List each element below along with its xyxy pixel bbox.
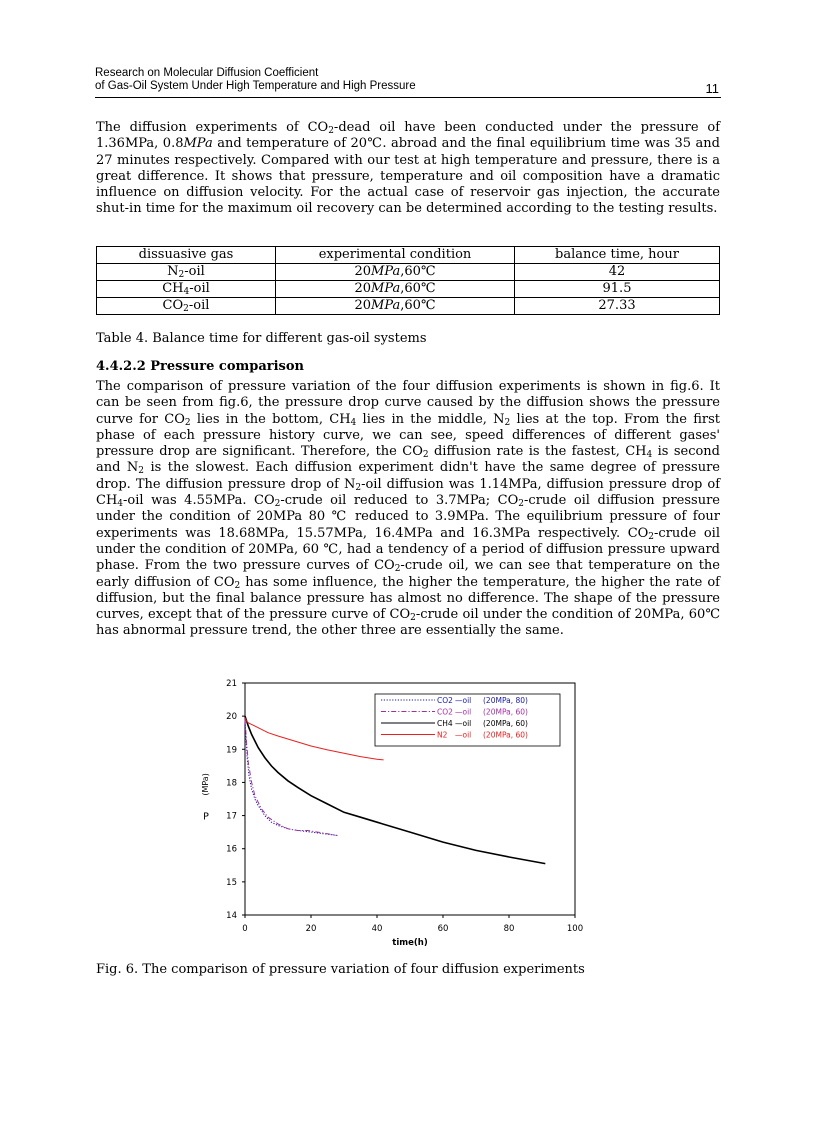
y-tick-label: 15	[226, 877, 237, 888]
header-title-line1: Research on Molecular Diffusion Coefficient	[95, 67, 319, 79]
table-cell-condition: 20MPa,60℃	[276, 298, 515, 315]
table-row	[97, 281, 720, 298]
table-cell-gas: $N_2$-oil	[97, 264, 276, 281]
x-tick-label: 80	[503, 924, 515, 934]
unit-italic: MPa	[183, 136, 213, 152]
legend-label: —oil	[455, 719, 472, 728]
page-number: 11	[705, 81, 719, 96]
y-tick-label: 18	[226, 778, 237, 789]
y-axis-unit: (MPa)	[201, 773, 210, 796]
legend-label: —oil	[455, 707, 472, 717]
x-tick-label: 0	[242, 924, 248, 934]
pressure-chart	[190, 665, 630, 957]
section-heading: 4.4.2.2 Pressure comparison	[96, 359, 304, 374]
table-cell-time: 42	[515, 264, 720, 281]
legend-label: (20MPa, 60)	[483, 730, 528, 740]
table-header-cell: balance time, hour	[515, 247, 720, 264]
y-tick-label: 19	[226, 745, 237, 756]
header-title-line2: of Gas-Oil System Under High Temperature and High Pressure	[95, 80, 416, 92]
legend-label: —oil	[455, 730, 472, 740]
legend-label: (20MPa, 60)	[483, 719, 528, 728]
y-tick-label: 14	[226, 911, 237, 921]
legend-label: (20MPa, 80)	[483, 696, 528, 705]
paragraph-co2-dead-oil	[96, 120, 720, 218]
series-line	[245, 720, 337, 836]
table-cell-time: 91.5	[515, 281, 720, 298]
legend-label: —oil	[455, 696, 472, 705]
y-axis-label: P	[203, 811, 209, 823]
y-tick-label: 21	[226, 679, 237, 689]
y-tick-label: 17	[226, 811, 237, 822]
legend-label: CH4	[437, 719, 453, 728]
x-tick-label: 60	[437, 924, 449, 934]
running-header	[95, 67, 721, 98]
table-cell-condition: 20MPa,60℃	[276, 264, 515, 281]
figure-caption: Fig. 6. The comparison of pressure variation of four diffusion experiments	[96, 962, 585, 977]
series-line	[245, 716, 337, 835]
table-row	[97, 264, 720, 281]
table-cell-condition: 20MPa,60℃	[276, 281, 515, 298]
y-tick-label: 20	[226, 712, 237, 723]
x-axis-label: time(h)	[392, 938, 428, 948]
x-tick-label: 100	[566, 924, 584, 934]
table-header-cell: dissuasive gas	[97, 247, 276, 264]
table-row	[97, 298, 720, 315]
table-cell-gas: $CH_4$-oil	[97, 281, 276, 298]
text-run: and temperature of 20℃. abroad and the final equilibrium time was 35 and 27 minutes respectively. Compared with our test at high temperature and pressure, there is a great difference. It shows that pressure, temperature and oil composition have a dramatic influence on diffusion velocity. For the actual case of reservoir gas injection, the accurate shut-in time for the maximum oil recovery can be determined according to the testing results.	[96, 136, 720, 217]
text-run: The diffusion experiments of CO	[96, 120, 329, 135]
subscript: 2	[328, 126, 334, 136]
legend-label: N2	[437, 730, 448, 740]
y-tick-label: 16	[226, 844, 237, 855]
table-header-row	[97, 247, 720, 264]
balance-time-table	[96, 246, 720, 315]
x-tick-label: 40	[371, 924, 383, 934]
legend-label: (20MPa, 60)	[483, 707, 528, 717]
table-header-cell: experimental condition	[276, 247, 515, 264]
table-cell-time: 27.33	[515, 298, 720, 315]
series-line	[245, 718, 384, 760]
legend-label: CO2	[437, 696, 453, 705]
legend-label: CO2	[437, 707, 453, 717]
table-caption: Table 4. Balance time for different gas-oil systems	[96, 331, 427, 346]
table-cell-gas: $CO_2$-oil	[97, 298, 276, 315]
paragraph-pressure-comparison: The comparison of pressure variation of the four diffusion experiments is shown in fig.6. It can be seen from fig.6, the pressure drop curve caused by the diffusion shows the pressure curve for $CO_2$ lies in the bottom, $CH_4$ lies in the middle, $N_2$ lies at the top. From the first phase of each pressure history curve, we can see, speed differences of different gases' pressure drop are significant. Therefore, the $CO_2$ diffusion rate is the fastest, $CH_4$ is second and $N_2$ is the slowest. Each diffusion experiment didn't have the same degree of pressure drop. The diffusion pressure drop of $N_2$-oil diffusion was 1.14MPa, diffusion pressure drop of $CH_4$-oil was 4.55MPa. $CO_2$-crude oil reduced to 3.7MPa; $CO_2$-crude oil diffusion pressure under the condition of 20MPa 80 ℃ reduced to 3.9MPa. The equilibrium pressure of four experiments was 18.68MPa, 15.57MPa, 16.4MPa and 16.3MPa respectively. $CO_2$-crude oil under the condition of 20MPa, 60 ℃, had a tendency of a period of diffusion pressure upward phase. From the two pressure curves of $CO_2$-crude oil, we can see that temperature on the early diffusion of $CO_2$ has some influence, the higher the temperature, the higher the rate of diffusion, but the final balance pressure has almost no difference. The shape of the pressure curves, except that of the pressure curve of $CO_2$-crude oil under the condition of 20MPa, 60℃ has abnormal pressure trend, the other three are essentially the same.	[96, 379, 721, 639]
x-tick-label: 20	[305, 924, 317, 934]
text-run: -dead oil have been conducted under the pressure of 1.36MPa, 0.8	[96, 120, 721, 152]
